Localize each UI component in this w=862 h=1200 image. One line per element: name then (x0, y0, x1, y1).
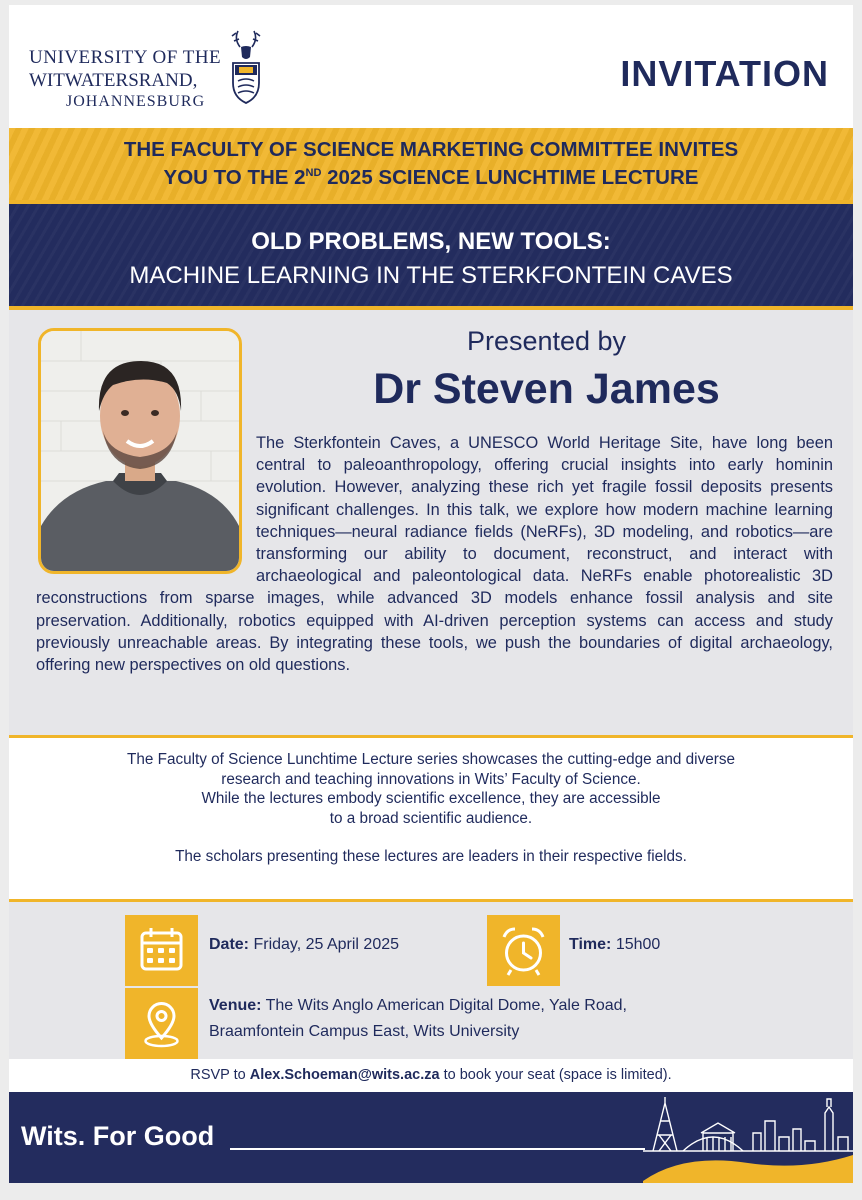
logo-line-1: UNIVERSITY OF THE (29, 47, 222, 68)
logo-line-2: WITWATERSRAND, (29, 70, 198, 91)
lecture-title-band (9, 200, 853, 310)
speaker-name: Dr Steven James (373, 365, 720, 413)
calendar-icon (125, 915, 198, 986)
venue-detail-line-2: Braamfontein Campus East, Wits University (209, 1023, 520, 1040)
lecture-abstract: The Sterkfontein Caves, a UNESCO World Heritage Site, have long been central to paleoanthropology, offering crucial insights into early hominin evolution. However, analyzing these rich yet fragile fossil deposits presents significant challenges. In this talk, we explore how modern machine learning techniques—neural radiance fields (NeRFs), 3D modeling, and robotics—are transforming our ability to document, reconstruct, and interact with archaeological and paleontological data. NeRFs enable photorealistic 3D reconstructions from sparse images, while advanced 3D models enhance fossil analysis and site preservation. Additionally, robotics equipped with AI-driven perception systems can access and study previously unreachable areas. By integrating these tools, we push the boundaries of digital archaeology, offering new perspectives on old questions. (36, 434, 833, 675)
event-details (9, 902, 853, 1059)
banner-line-2: YOU TO THE 2ND 2025 SCIENCE LUNCHTIME LECTURE (163, 166, 699, 189)
university-logo (29, 27, 259, 117)
lecture-title-line-1: OLD PROBLEMS, NEW TOOLS: (251, 228, 611, 255)
footer-rule (230, 1148, 645, 1150)
series-description: The Faculty of Science Lunchtime Lecture series showcases the cutting-edge and diverse research and teaching innovations in Wits’ Faculty of Science. While the lectures embody scientific excellence, they are accessible to a broad scientific audience. The scholars presenting these lectures are leaders in their respective fields. (127, 751, 735, 865)
time-detail: Time: 15h00 (569, 936, 661, 953)
invitation-title: INVITATION (620, 53, 829, 94)
rsvp-email-link[interactable]: Alex.Schoeman@wits.ac.za (249, 1067, 440, 1083)
venue-detail: Venue: The Wits Anglo American Digital Dome, Yale Road, (209, 997, 627, 1014)
banner-line-1: THE FACULTY OF SCIENCE MARKETING COMMITTEE INVITES (123, 138, 739, 161)
rsvp-line: RSVP to Alex.Schoeman@wits.ac.za to book your seat (space is limited). (190, 1067, 672, 1083)
footer (9, 1092, 853, 1183)
speaker-section (9, 310, 853, 735)
alarm-clock-icon (487, 915, 560, 986)
city-skyline-icon (643, 1093, 853, 1183)
footer-tagline: Wits. For Good (21, 1121, 215, 1151)
invitation-poster (9, 5, 853, 1183)
photo-spacer (36, 432, 256, 587)
gold-divider (9, 200, 853, 204)
faculty-banner (9, 128, 853, 200)
lecture-title-line-2: MACHINE LEARNING IN THE STERKFONTEIN CAVES (129, 262, 733, 289)
presented-by-label: Presented by (466, 326, 627, 356)
date-detail: Date: Friday, 25 April 2025 (209, 936, 400, 953)
kudu-crest-icon (226, 27, 266, 107)
gold-divider (9, 735, 853, 738)
location-pin-icon (125, 988, 198, 1059)
logo-line-3: JOHANNESBURG (66, 93, 206, 110)
